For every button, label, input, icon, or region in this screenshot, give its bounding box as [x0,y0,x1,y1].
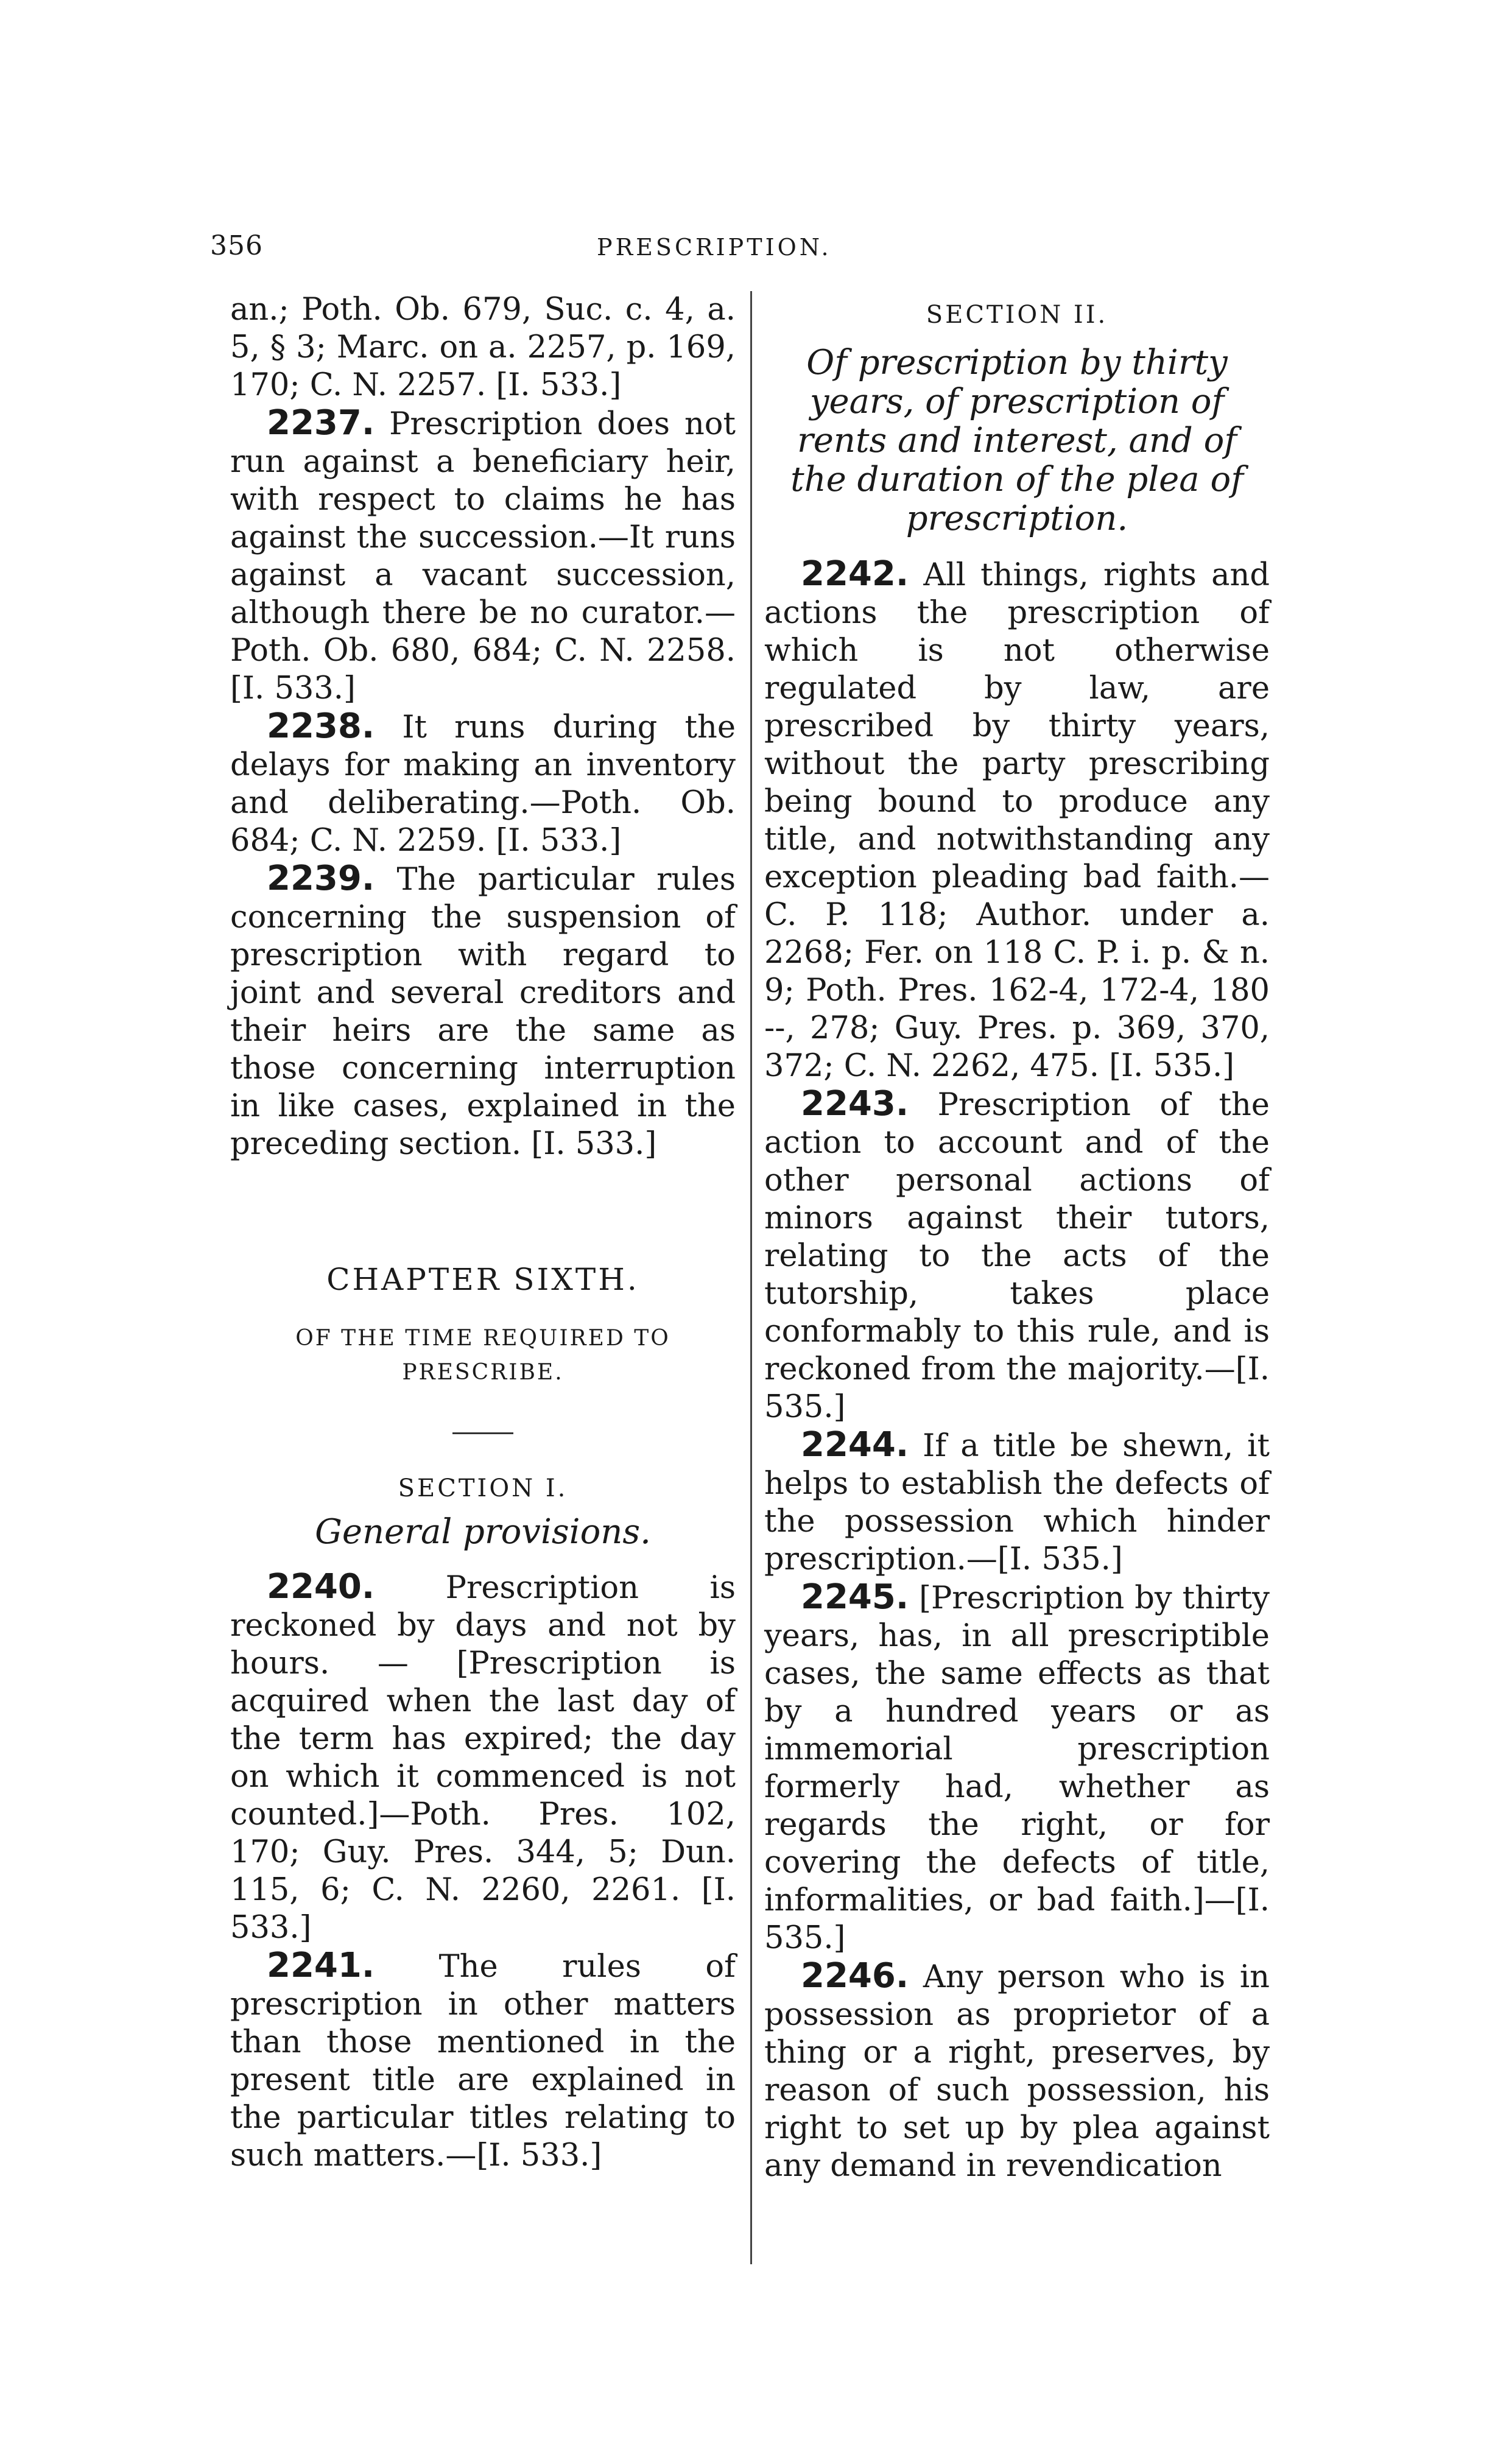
article-text: The rules of prescription in other matters than those mentioned in the present title are explained in the particular titles relating to such matters.—[I. 533.] [230,1949,736,2174]
section-title: Of prescription by thirty years, of prescription of rents and interest, and of the duration of the plea of prescription. [790,343,1243,538]
right-column [764,291,1270,2185]
article-2238 [230,708,736,860]
chapter-subtitle: OF THE TIME REQUIRED TO PRESCRIBE. [295,1326,670,1385]
article-text: If a title be shewn, it helps to establish the defects of the possession which hinder prescription.—[I. 535.] [764,1428,1270,1577]
article-text: It runs during the delays for making an inventory and deliberating.—Poth. Ob. 684; C. N. 2259. [I. 533.] [230,709,736,859]
section-label: SECTION II. [926,301,1108,329]
page-number: 356 [210,230,263,261]
article-number: 2243. [801,1084,909,1124]
article-2245 [764,1579,1270,1957]
article-text: Prescription is reckoned by days and not by hours. — [Prescription is acquired when the last day of the term has expired; the day on which it commenced is not counted.]—Poth. Pres. 102, 170; Guy. Pres. 344, 5; Dun. 115, 6; C. N. 2260, 2261. [I. 533.] [230,1570,736,1946]
article-2242 [764,555,1270,1085]
chapter-title: CHAPTER SIXTH. [326,1262,639,1297]
article-2244 [764,1426,1270,1579]
article-2239 [230,860,736,1163]
article-2240 [230,1568,736,1947]
article-text: Any person who is in possession as proprietor of a thing or a right, preserves, by reason of such possession, his right to set up by plea against any demand in revendication [764,1959,1270,2184]
running-head: PRESCRIPTION. [597,234,832,261]
article-number: 2239. [267,859,375,898]
article-2243 [764,1085,1270,1426]
section-separator [452,1432,513,1434]
article-number: 2245. [801,1577,909,1617]
article-2246 [764,1957,1270,2185]
article-text: The particular rules concerning the suspension of prescription with regard to joint and several creditors and their heirs are the same as those concerning interruption in like cases, explained in the preceding section. [I. 533.] [230,862,736,1162]
section-label: SECTION I. [398,1474,568,1502]
article-number: 2244. [801,1425,909,1465]
article-text: [Prescription by thirty years, has, in all prescriptible cases, the same effects as that by a hundred years or as immemorial prescription formerly had, whether as regards the right, or for covering the defects of title, informalities, or bad faith.]—[I. 535.] [764,1580,1270,1956]
section-title: General provisions. [315,1512,651,1552]
article-2241 [230,1947,736,2175]
article-number: 2246. [801,1956,909,1996]
article-text: All things, rights and actions the prescription of which is not otherwise regulated by law, are prescribed by thirty years, without the party prescribing being bound to produce any title, and notwithstanding any exception pleading bad faith.—C. P. 118; Author. under a. 2268; Fer. on 118 C. P. i. p. & n. 9; Poth. Pres. 162-4, 172-4, 180 --, 278; Guy. Pres. p. 369, 370, 372; C. N. 2262, 475. [I. 535.] [764,557,1270,1084]
left-column [230,291,736,2175]
article-2237 [230,404,736,708]
article-number: 2242. [801,554,909,594]
continuation-paragraph: an.; Poth. Ob. 679, Suc. c. 4, a. 5, § 3; Marc. on a. 2257, p. 169, 170; C. N. 2257. [I. 533.] [230,292,736,403]
article-number: 2240. [267,1567,375,1607]
article-number: 2238. [267,706,375,746]
article-text: Prescription of the action to account and of the other personal actions of minors against their tutors, relating to the acts of the tutorship, takes place conformably to this rule, and is reckoned from the majority.—[I. 535.] [764,1087,1270,1425]
article-number: 2237. [267,403,375,443]
article-number: 2241. [267,1946,375,1985]
column-divider [750,291,752,2264]
article-text: Prescription does not run against a beneficiary heir, with respect to claims he has against the succession.—It runs against a vacant succession, although there be no curator.—Poth. Ob. 680, 684; C. N. 2258. [I. 533.] [230,406,736,706]
